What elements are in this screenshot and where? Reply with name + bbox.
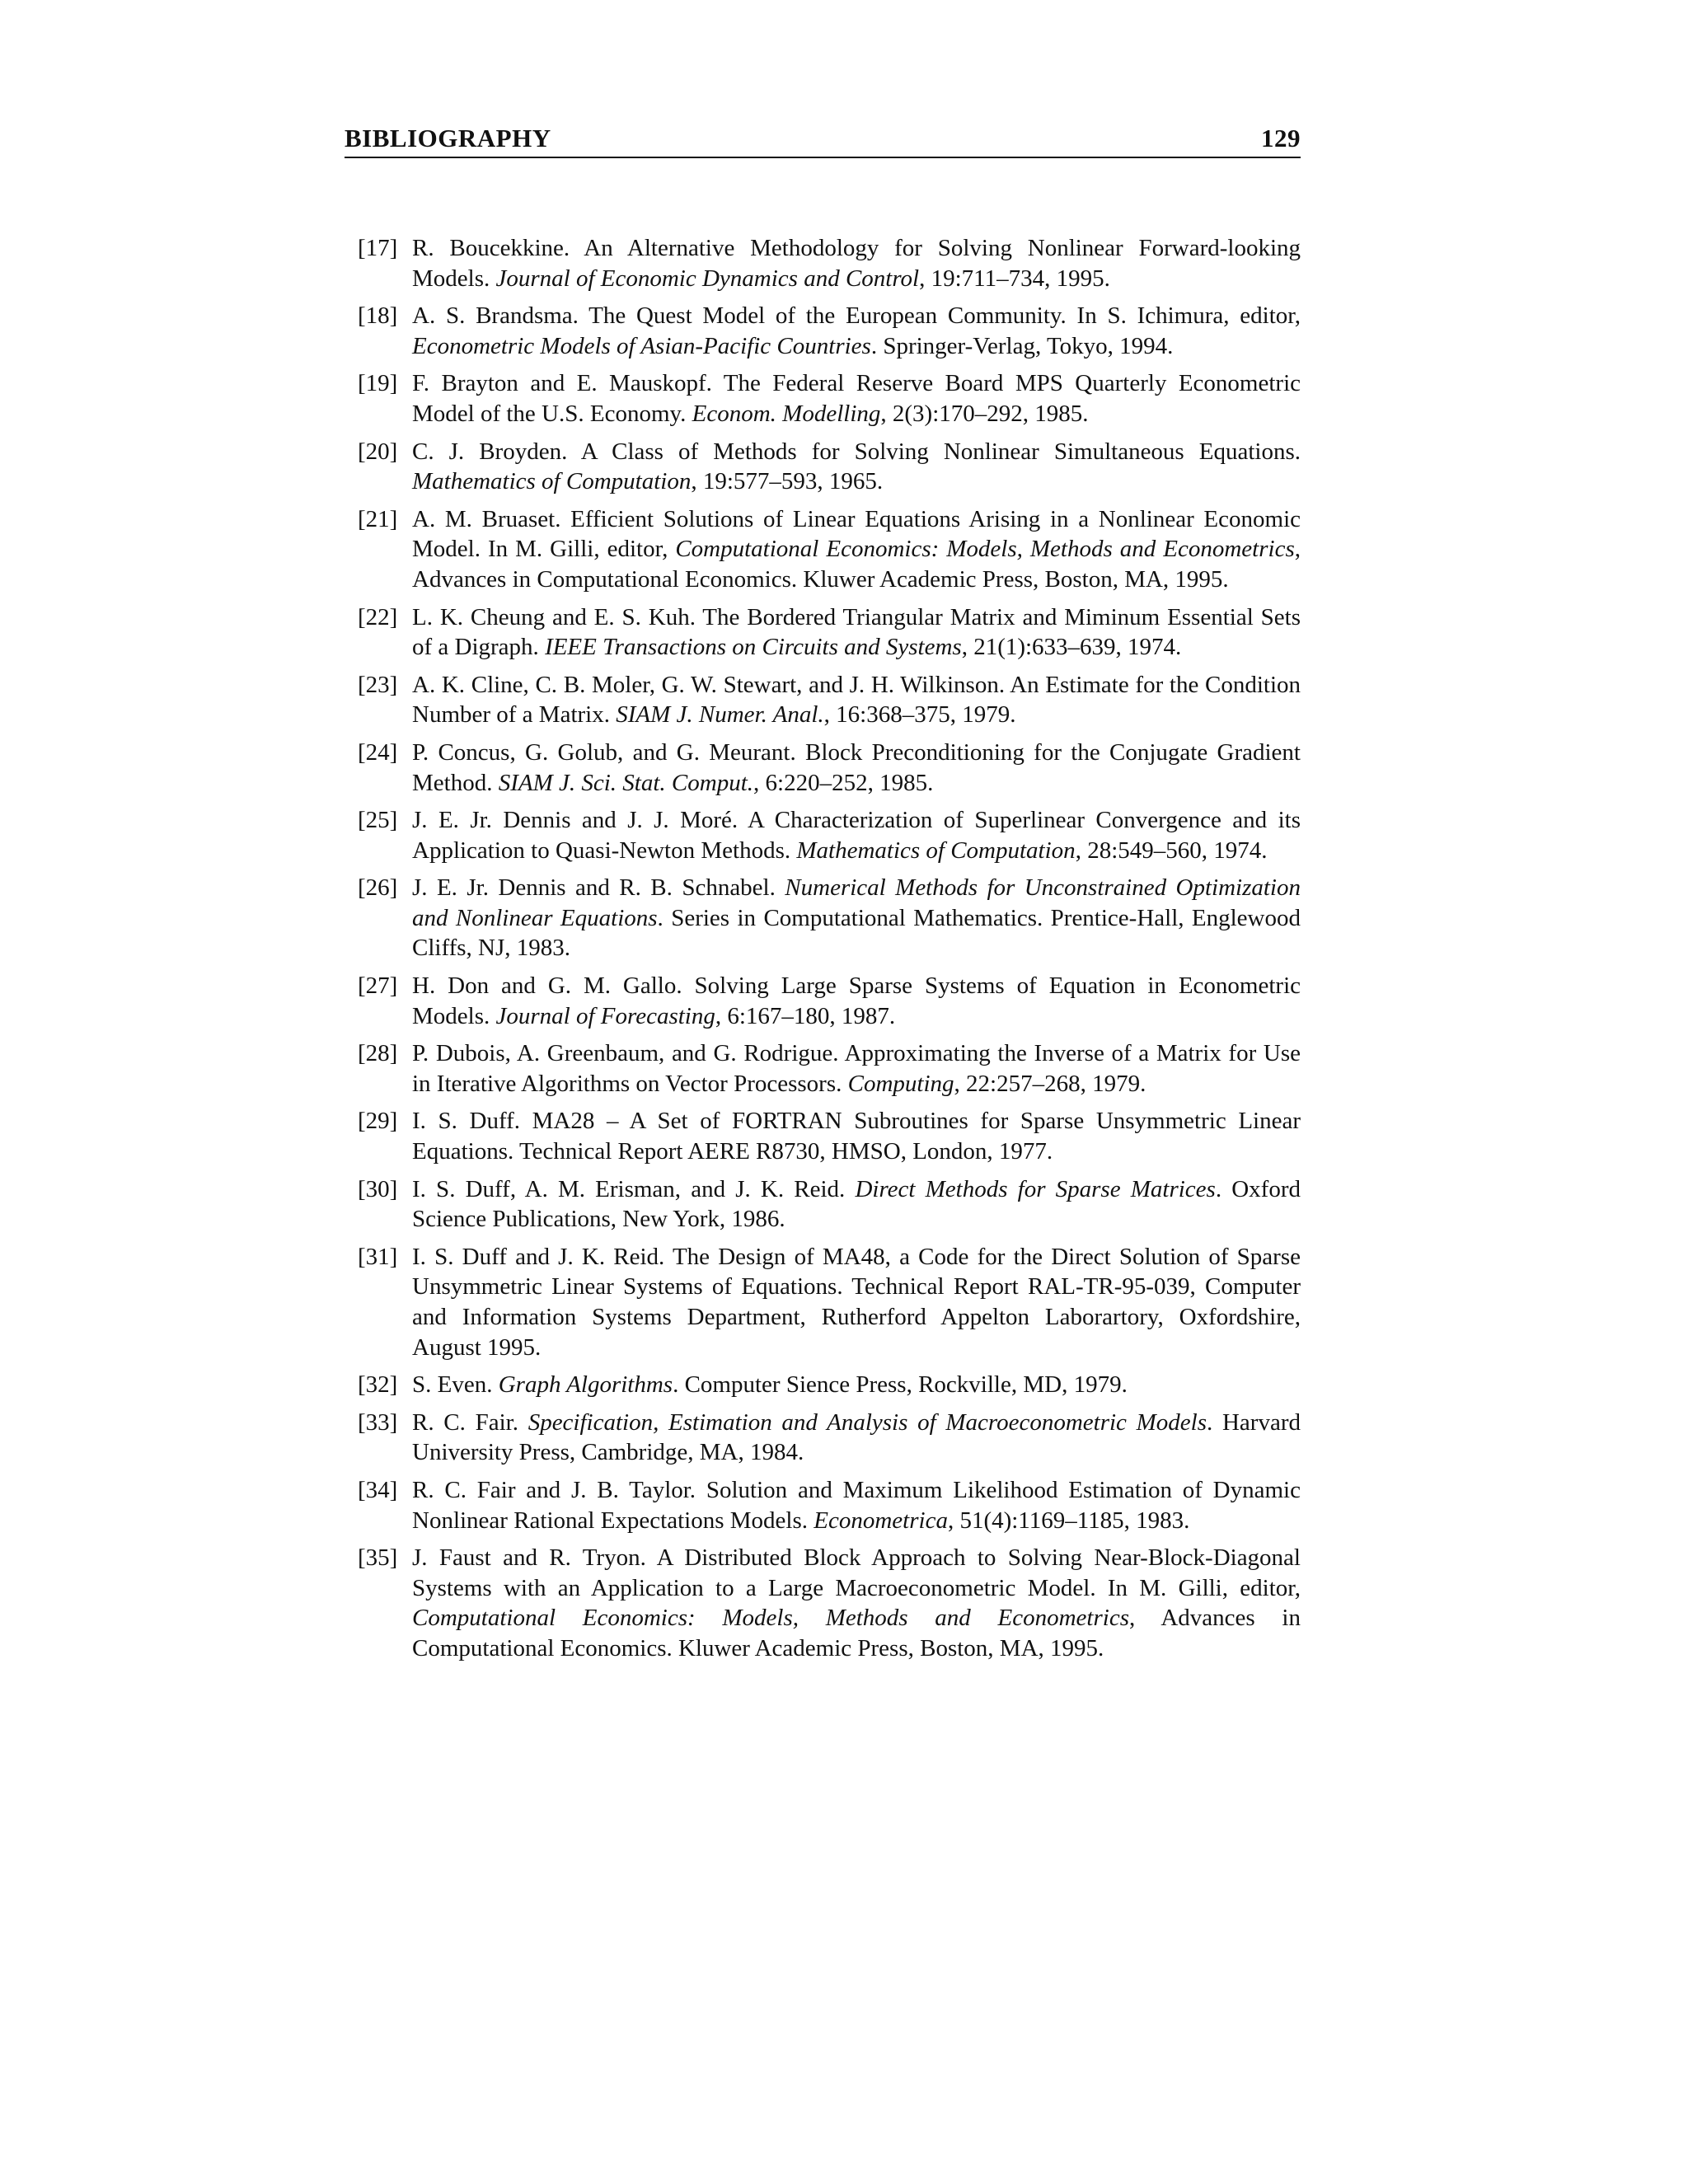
reference-text bbox=[412, 873, 1301, 963]
reference-number: [22] bbox=[358, 603, 398, 630]
reference-segment: , 51(4):1169–1185, 1983. bbox=[947, 1507, 1190, 1534]
reference-italic-segment: Econometric Models of Asian-Pacific Countries bbox=[412, 332, 871, 359]
reference-text bbox=[412, 805, 1301, 865]
reference-segment: F. Brayton and E. Mauskopf. The Federal Reserve Board MPS Quarterly Econometric Model of the U.S. Economy. bbox=[412, 370, 1301, 427]
reference-number: [25] bbox=[358, 807, 398, 834]
bibliography-page bbox=[345, 0, 1301, 2184]
reference-segment: . Springer-Verlag, Tokyo, 1994. bbox=[870, 332, 1174, 359]
reference-italic-segment: Direct Methods for Sparse Matrices bbox=[855, 1175, 1216, 1202]
reference-entry bbox=[358, 504, 1301, 595]
reference-italic-segment: Graph Algorithms bbox=[498, 1371, 673, 1399]
reference-segment: H. Don and G. M. Gallo. Solving Large Sparse Systems of Equation in Econometric Models. bbox=[412, 972, 1301, 1029]
reference-text bbox=[412, 1242, 1301, 1362]
reference-number: [33] bbox=[358, 1408, 398, 1436]
reference-text bbox=[412, 437, 1301, 497]
reference-segment: A. K. Cline, C. B. Moler, G. W. Stewart, and J. H. Wilkinson. An Estimate for the Condition Number of a Matrix. bbox=[412, 671, 1301, 729]
reference-number: [32] bbox=[358, 1371, 398, 1399]
reference-segment: P. Dubois, A. Greenbaum, and G. Rodrigue. Approximating the Inverse of a Matrix for Use in Iterative Algorithms on Vector Processors. bbox=[412, 1040, 1301, 1097]
reference-text bbox=[412, 1174, 1301, 1235]
page-number: 129 bbox=[1261, 124, 1301, 152]
reference-text bbox=[412, 602, 1301, 663]
reference-number: [28] bbox=[358, 1040, 398, 1067]
reference-entry bbox=[358, 971, 1301, 1031]
reference-text bbox=[412, 368, 1301, 429]
reference-segment: , 16:368–375, 1979. bbox=[823, 701, 1016, 729]
reference-text bbox=[412, 504, 1301, 595]
reference-segment: R. C. Fair. bbox=[412, 1408, 528, 1436]
reference-italic-segment: Econometrica bbox=[814, 1507, 948, 1534]
reference-italic-segment: Journal of Economic Dynamics and Control bbox=[495, 265, 920, 292]
reference-segment: I. S. Duff, A. M. Erisman, and J. K. Reid. bbox=[412, 1175, 856, 1202]
reference-entry bbox=[358, 1242, 1301, 1362]
reference-segment: C. J. Broyden. A Class of Methods for Solving Nonlinear Simultaneous Equations. bbox=[412, 438, 1301, 465]
reference-segment: . Computer Sience Press, Rockville, MD, 1979. bbox=[673, 1371, 1128, 1399]
reference-italic-segment: Journal of Forecasting bbox=[495, 1002, 715, 1029]
reference-entry bbox=[358, 1038, 1301, 1099]
reference-segment: R. Boucekkine. An Alternative Methodology for Solving Nonlinear Forward-looking Models. bbox=[412, 235, 1301, 292]
reference-segment: J. E. Jr. Dennis and J. J. Moré. A Characterization of Superlinear Convergence and its Application to Quasi-Newton Methods. bbox=[412, 807, 1301, 864]
reference-segment: L. K. Cheung and E. S. Kuh. The Bordered Triangular Matrix and Miminum Essential Sets of a Digraph. bbox=[412, 603, 1301, 661]
reference-segment: A. S. Brandsma. The Quest Model of the European Community. In S. Ichimura, editor, bbox=[412, 302, 1301, 330]
reference-entry bbox=[358, 437, 1301, 497]
reference-segment: . Series in Computational Mathematics. Prentice-Hall, Englewood Cliffs, NJ, 1983. bbox=[412, 904, 1301, 962]
reference-list bbox=[358, 233, 1301, 1671]
reference-number: [21] bbox=[358, 505, 398, 532]
reference-text bbox=[412, 1370, 1301, 1400]
reference-number: [34] bbox=[358, 1476, 398, 1503]
reference-text bbox=[412, 1106, 1301, 1166]
reference-segment: , Advances in Computational Economics. Kluwer Academic Press, Boston, MA, 1995. bbox=[412, 536, 1301, 593]
reference-entry bbox=[358, 301, 1301, 361]
reference-text bbox=[412, 233, 1301, 293]
reference-number: [19] bbox=[358, 370, 398, 397]
reference-number: [20] bbox=[358, 438, 398, 465]
reference-segment: , 6:167–180, 1987. bbox=[715, 1002, 896, 1029]
running-title: BIBLIOGRAPHY bbox=[345, 124, 551, 152]
reference-segment: , 21(1):633–639, 1974. bbox=[961, 634, 1182, 661]
reference-entry bbox=[358, 738, 1301, 798]
reference-entry bbox=[358, 670, 1301, 730]
reference-entry bbox=[358, 873, 1301, 963]
reference-segment: , 2(3):170–292, 1985. bbox=[880, 400, 1089, 427]
reference-text bbox=[412, 1543, 1301, 1663]
reference-segment: I. S. Duff. MA28 – A Set of FORTRAN Subroutines for Sparse Unsymmetric Linear Equations. Technical Report AERE R8730, HMSO, London, 1977. bbox=[412, 1108, 1301, 1165]
reference-entry bbox=[358, 1543, 1301, 1663]
reference-segment: S. Even. bbox=[412, 1371, 499, 1399]
reference-segment: P. Concus, G. Golub, and G. Meurant. Block Preconditioning for the Conjugate Gradient Method. bbox=[412, 738, 1301, 796]
reference-number: [23] bbox=[358, 671, 398, 698]
reference-entry bbox=[358, 1408, 1301, 1468]
reference-segment: J. Faust and R. Tryon. A Distributed Block Approach to Solving Near-Block-Diagonal Systems with an Application to a Large Macroeconometric Model. In M. Gilli, editor, bbox=[412, 1544, 1301, 1601]
reference-italic-segment: Numerical Methods for Unconstrained Optimization and Nonlinear Equations bbox=[412, 874, 1301, 931]
reference-number: [26] bbox=[358, 874, 398, 902]
reference-segment: . Harvard University Press, Cambridge, MA, 1984. bbox=[412, 1408, 1301, 1466]
reference-entry bbox=[358, 1370, 1301, 1400]
reference-text bbox=[412, 1475, 1301, 1535]
reference-number: [24] bbox=[358, 738, 398, 766]
reference-entry bbox=[358, 1106, 1301, 1166]
reference-entry bbox=[358, 1475, 1301, 1535]
reference-number: [35] bbox=[358, 1544, 398, 1572]
reference-segment: A. M. Bruaset. Efficient Solutions of Linear Equations Arising in a Nonlinear Economic Model. In M. Gilli, editor, bbox=[412, 505, 1301, 563]
reference-text bbox=[412, 670, 1301, 730]
reference-entry bbox=[358, 602, 1301, 663]
reference-italic-segment: Computational Economics: Models, Methods and Econometrics bbox=[675, 536, 1295, 563]
reference-entry bbox=[358, 368, 1301, 429]
reference-entry bbox=[358, 233, 1301, 293]
reference-segment: , 19:711–734, 1995. bbox=[919, 265, 1110, 292]
reference-segment: , 22:257–268, 1979. bbox=[954, 1070, 1146, 1097]
reference-italic-segment: Econom. Modelling bbox=[692, 400, 881, 427]
reference-number: [30] bbox=[358, 1175, 398, 1202]
reference-italic-segment: Specification, Estimation and Analysis of Macroeconometric Models bbox=[528, 1408, 1207, 1436]
reference-text bbox=[412, 301, 1301, 361]
reference-number: [18] bbox=[358, 302, 398, 330]
reference-segment: , Advances in Computational Economics. Kluwer Academic Press, Boston, MA, 1995. bbox=[412, 1605, 1301, 1661]
running-header bbox=[345, 124, 1301, 158]
reference-number: [17] bbox=[358, 235, 398, 261]
reference-segment: , 28:549–560, 1974. bbox=[1075, 837, 1268, 864]
reference-number: [29] bbox=[358, 1108, 398, 1135]
reference-number: [31] bbox=[358, 1243, 398, 1270]
reference-text bbox=[412, 1038, 1301, 1099]
reference-entry bbox=[358, 1174, 1301, 1235]
reference-italic-segment: IEEE Transactions on Circuits and Systems bbox=[545, 634, 962, 661]
reference-segment: , 6:220–252, 1985. bbox=[753, 769, 934, 796]
reference-italic-segment: Computational Economics: Models, Methods and Econometrics bbox=[412, 1605, 1129, 1632]
reference-italic-segment: SIAM J. Sci. Stat. Comput. bbox=[498, 769, 754, 796]
reference-text bbox=[412, 971, 1301, 1031]
reference-italic-segment: Mathematics of Computation bbox=[412, 468, 692, 495]
reference-number: [27] bbox=[358, 972, 398, 1000]
reference-segment: R. C. Fair and J. B. Taylor. Solution and Maximum Likelihood Estimation of Dynamic Nonlinear Rational Expectations Models. bbox=[412, 1476, 1301, 1534]
reference-segment: , 19:577–593, 1965. bbox=[691, 468, 884, 495]
reference-entry bbox=[358, 805, 1301, 865]
reference-text bbox=[412, 1408, 1301, 1468]
reference-italic-segment: SIAM J. Numer. Anal. bbox=[616, 701, 824, 729]
reference-segment: I. S. Duff and J. K. Reid. The Design of MA48, a Code for the Direct Solution of Sparse Unsymmetric Linear Systems of Equations. Technical Report RAL-TR-95-039, Computer and Information Systems Department, Rutherford Appelton Laborartory, Oxfordshire, August 1995. bbox=[412, 1243, 1301, 1361]
reference-italic-segment: Mathematics of Computation bbox=[796, 837, 1076, 864]
reference-segment: J. E. Jr. Dennis and R. B. Schnabel. bbox=[412, 874, 785, 902]
reference-italic-segment: Computing bbox=[847, 1070, 954, 1097]
reference-text bbox=[412, 738, 1301, 798]
reference-segment: . Oxford Science Publications, New York, 1986. bbox=[412, 1175, 1301, 1233]
